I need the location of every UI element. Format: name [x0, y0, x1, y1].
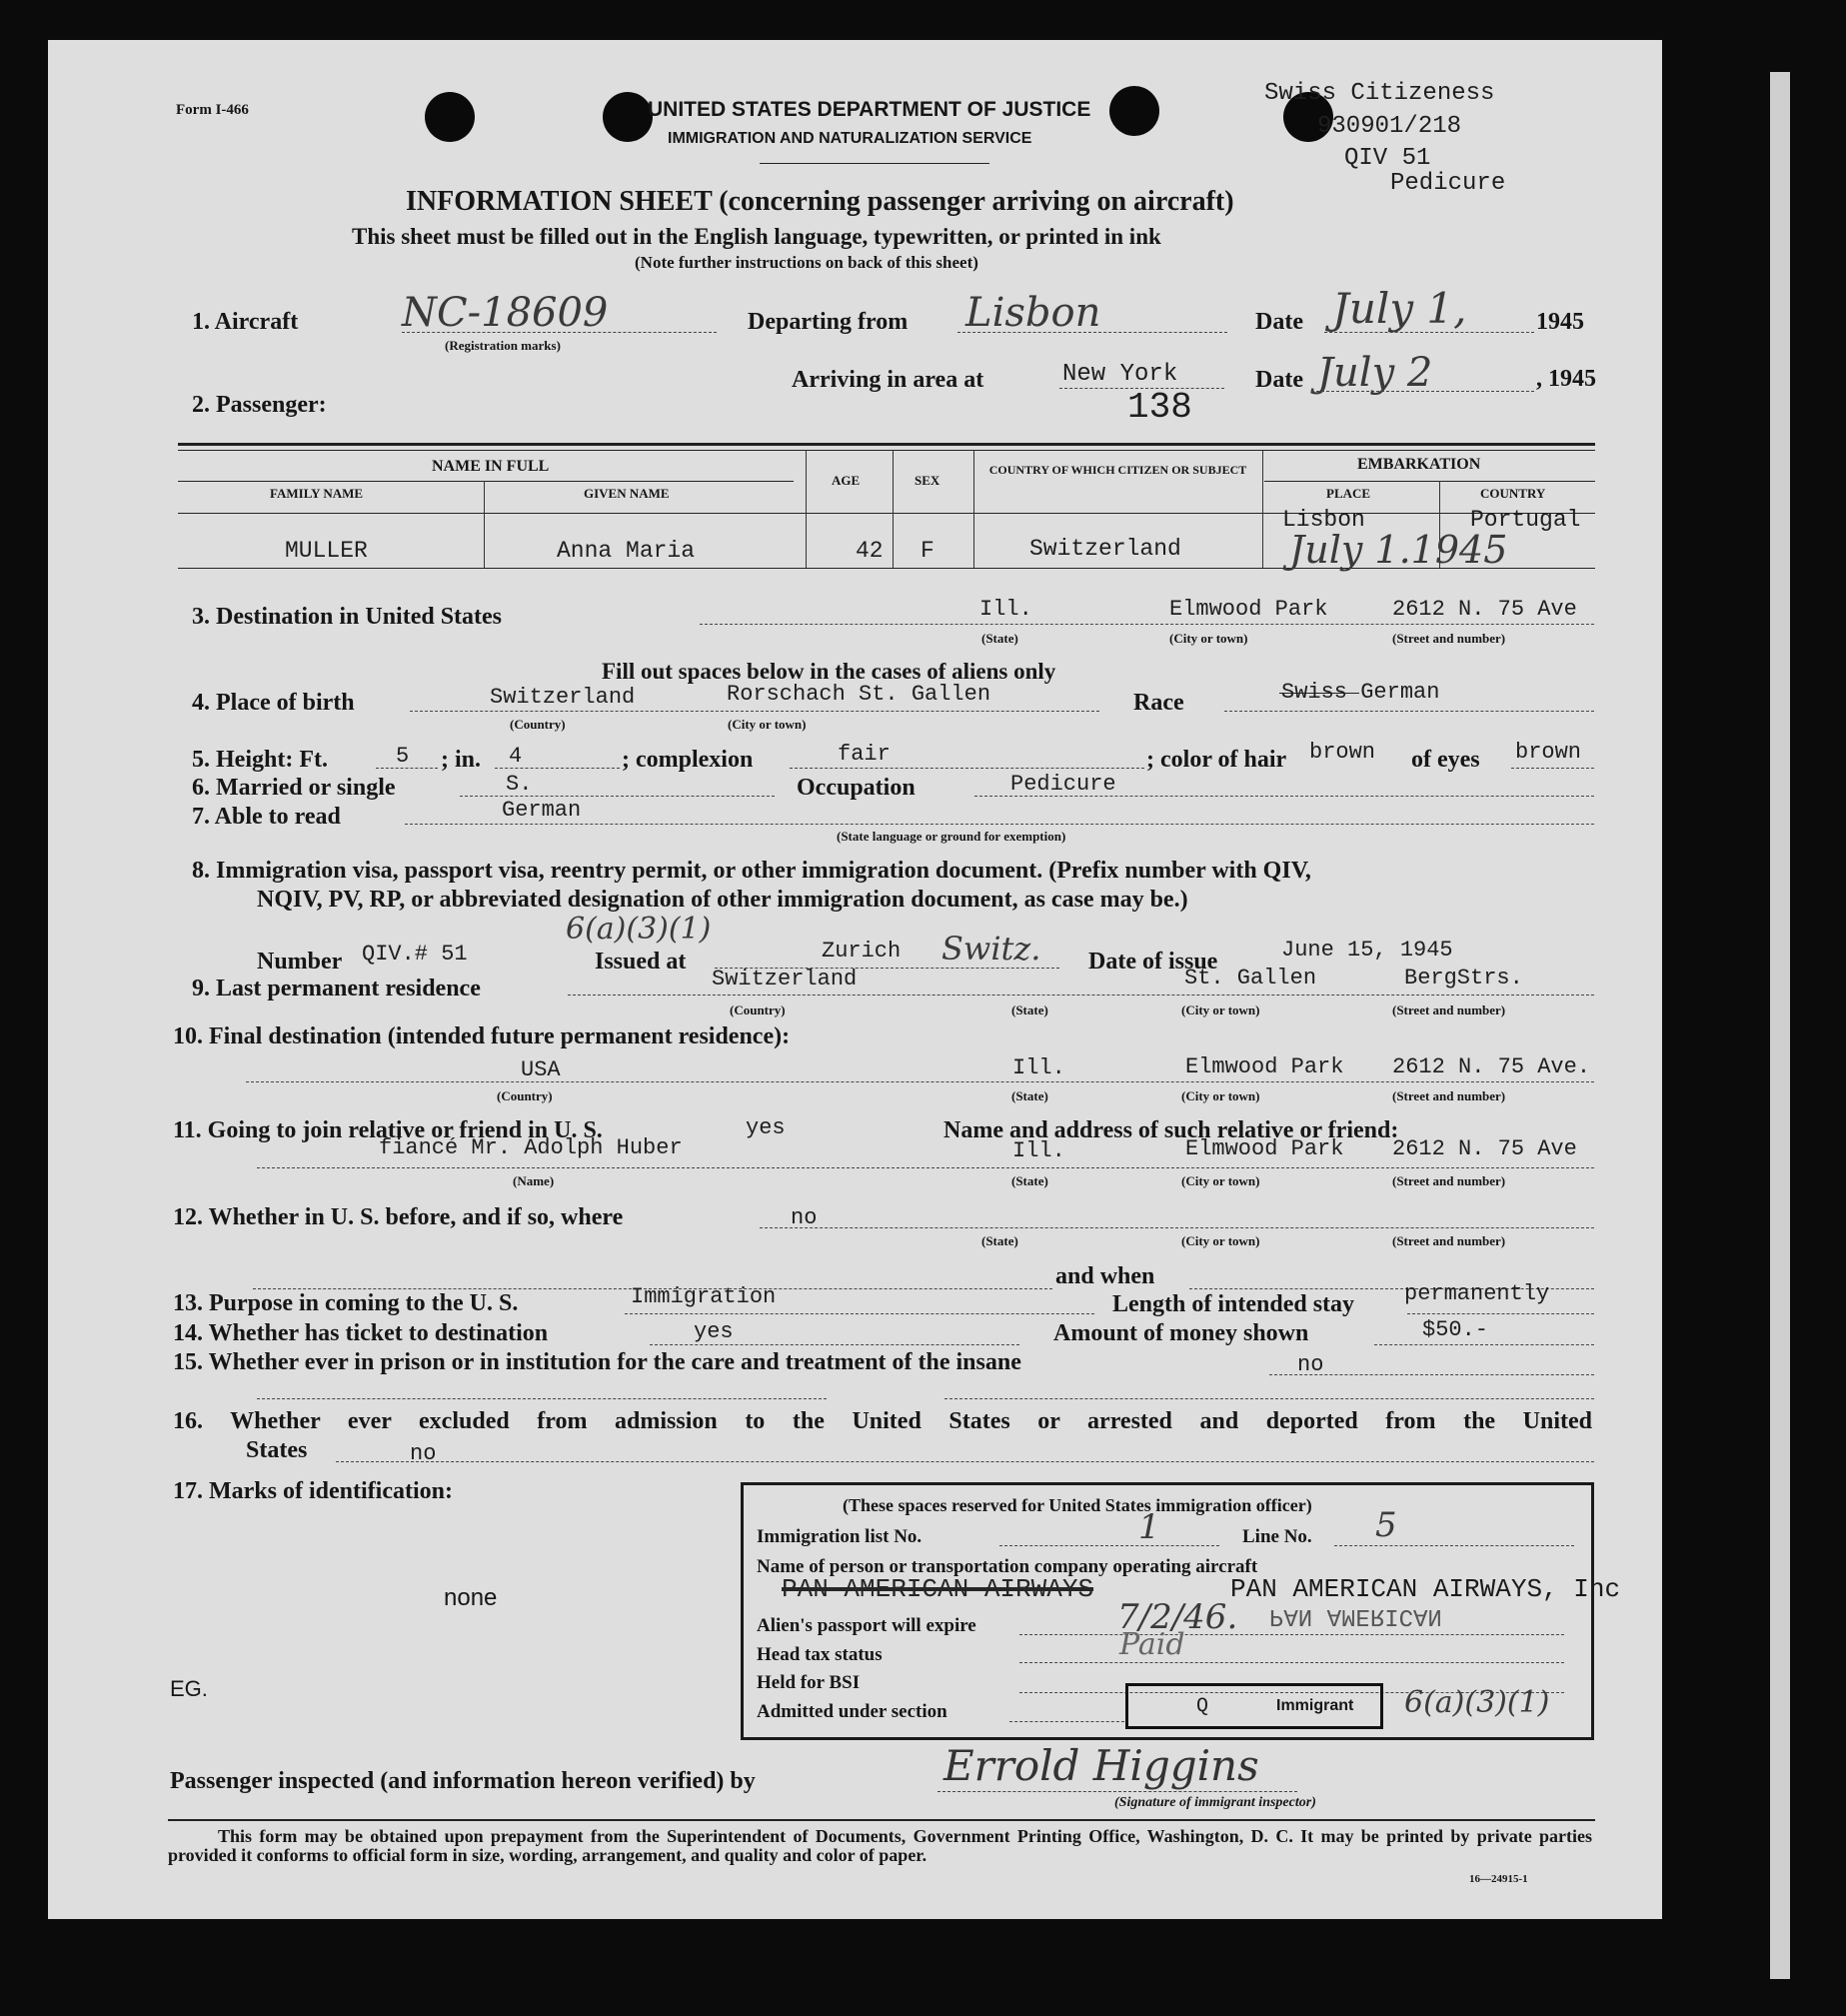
- col-age: AGE: [832, 473, 861, 488]
- form-number: Form I-466: [176, 102, 249, 118]
- destination-state: Ill.: [979, 597, 1032, 622]
- height-in: 4: [509, 744, 523, 769]
- destination-street: 2612 N. 75 Ave: [1392, 597, 1577, 622]
- caption-street: (Street and number): [1392, 631, 1506, 646]
- col-family-name: FAMILY NAME: [270, 486, 364, 501]
- label-complexion: ; complexion: [622, 747, 754, 773]
- relative-street: 2612 N. 75 Ave: [1392, 1136, 1577, 1161]
- passport-expire-value: 7/2/46.: [1117, 1597, 1238, 1637]
- col-embark-country: COUNTRY: [1480, 486, 1546, 501]
- occupation-value: Pedicure: [1010, 772, 1116, 797]
- eg-initials: EG.: [170, 1676, 208, 1701]
- final-street: 2612 N. 75 Ave.: [1392, 1054, 1591, 1079]
- service-title: IMMIGRATION AND NATURALIZATION SERVICE: [668, 130, 1032, 147]
- col-given-name: GIVEN NAME: [584, 486, 670, 501]
- last-residence-country: Switzerland: [712, 967, 858, 992]
- issue-date-value: June 15, 1945: [1281, 938, 1453, 963]
- label-list-no: Immigration list No.: [757, 1526, 923, 1547]
- document-section-note: 6(a)(3)(1): [566, 912, 712, 947]
- label-excluded: 16. Whether ever excluded from admission to the United States or arrested and deported from the United: [173, 1408, 1592, 1434]
- label-ticket: 14. Whether has ticket to destination: [173, 1320, 549, 1346]
- departure-date-value: July 1,: [1332, 284, 1467, 333]
- caption-city: (City or town): [1181, 1088, 1260, 1103]
- operator-value: PAN AMERICAN AIRWAYS, Inc: [1230, 1574, 1621, 1604]
- stamp-file-number: 930901/218: [1317, 113, 1462, 140]
- label-admitted-section: Admitted under section: [757, 1701, 947, 1722]
- caption-country: (Country): [497, 1088, 553, 1103]
- caption-street: (Street and number): [1392, 1003, 1506, 1017]
- label-number: Number: [257, 949, 343, 975]
- marks-value: none: [444, 1584, 498, 1611]
- caption-name: (Name): [513, 1173, 555, 1188]
- col-sex: SEX: [915, 473, 940, 488]
- label-race: Race: [1133, 690, 1184, 716]
- label-inspected: Passenger inspected (and information hereon verified) by: [170, 1768, 756, 1794]
- final-city: Elmwood Park: [1185, 1054, 1344, 1079]
- admitted-status: Immigrant: [1276, 1697, 1354, 1714]
- caption-state: (State): [1011, 1088, 1048, 1103]
- label-document-line1: 8. Immigration visa, passport visa, reentry permit, or other immigration document. (Prefix number with QIV,: [192, 858, 1311, 884]
- header-underline: [760, 163, 989, 164]
- last-residence-street: BergStrs.: [1404, 966, 1523, 991]
- final-state: Ill.: [1012, 1055, 1065, 1080]
- embark-country-value: Portugal: [1470, 507, 1581, 533]
- sex-value: F: [921, 538, 934, 564]
- citizenship-value: Switzerland: [1029, 536, 1181, 562]
- caption-city: (City or town): [1181, 1233, 1260, 1248]
- label-arriving: Arriving in area at: [792, 367, 984, 393]
- complexion-value: fair: [838, 742, 891, 767]
- arrival-date-value: July 2: [1317, 350, 1433, 396]
- relative-city: Elmwood Park: [1185, 1136, 1344, 1161]
- label-states: States: [246, 1437, 308, 1463]
- label-document-line2: NQIV, PV, RP, or abbreviated designation of other immigration document, as case may be.): [257, 887, 1188, 913]
- col-embarkation: EMBARKATION: [1357, 456, 1481, 473]
- caption-state: (State): [1011, 1173, 1048, 1188]
- label-hair: ; color of hair: [1146, 747, 1287, 773]
- label-eyes: of eyes: [1411, 747, 1480, 773]
- money-value: $50.-: [1422, 1317, 1489, 1342]
- hair-value: brown: [1309, 740, 1376, 765]
- form-note: (Note further instructions on back of this sheet): [635, 253, 978, 272]
- admitted-section-value: 6(a)(3)(1): [1404, 1685, 1550, 1720]
- col-country: COUNTRY OF WHICH CITIZEN OR SUBJECT: [988, 463, 1247, 477]
- line-no-value: 5: [1375, 1505, 1397, 1545]
- label-height: 5. Height: Ft.: [192, 747, 328, 773]
- head-tax-value: Paid: [1119, 1627, 1185, 1662]
- label-aircraft: 1. Aircraft: [192, 309, 299, 335]
- label-held-bsi: Held for BSI: [757, 1672, 861, 1693]
- label-line-no: Line No.: [1242, 1526, 1312, 1547]
- label-final-destination: 10. Final destination (intended future permanent residence):: [173, 1023, 791, 1049]
- label-head-tax: Head tax status: [757, 1644, 883, 1665]
- final-country: USA: [521, 1057, 561, 1082]
- label-departing: Departing from: [748, 309, 909, 335]
- caption-country: (Country): [510, 717, 566, 732]
- ticket-value: yes: [694, 1319, 734, 1344]
- label-prison: 15. Whether ever in prison or in institution for the care and treatment of the insane: [173, 1349, 1021, 1375]
- arriving-value: New York: [1062, 361, 1178, 388]
- relative-state: Ill.: [1012, 1138, 1065, 1163]
- label-issued-at: Issued at: [595, 949, 687, 975]
- caption-state: (State): [981, 631, 1018, 646]
- departure-year: 1945: [1536, 309, 1584, 335]
- embark-place-value: Lisbon: [1282, 507, 1365, 533]
- label-and-when: and when: [1055, 1263, 1155, 1289]
- list-no-value: 1: [1138, 1507, 1160, 1547]
- punch-hole: [603, 92, 653, 142]
- issued-at-value: Zurich: [822, 939, 902, 964]
- col-name-in-full: NAME IN FULL: [432, 458, 550, 475]
- label-passport-expire: Alien's passport will expire: [757, 1615, 976, 1636]
- caption-street: (Street and number): [1392, 1088, 1506, 1103]
- relative-name: fiancé Mr. Adolph Huber: [379, 1135, 683, 1160]
- punch-hole: [425, 92, 475, 142]
- caption-city: (City or town): [1181, 1173, 1260, 1188]
- join-relative-value: yes: [746, 1115, 786, 1140]
- purpose-value: Immigration: [631, 1284, 777, 1309]
- admitted-class: Q: [1196, 1695, 1209, 1718]
- caption-registration: (Registration marks): [445, 338, 561, 353]
- operator-struck-stamp: PAN AMERICAN AIRWAYS: [782, 1574, 1094, 1604]
- married-value: S.: [506, 772, 533, 797]
- label-occupation: Occupation: [797, 775, 916, 801]
- race-value: Swiss German: [1281, 680, 1440, 705]
- caption-city: (City or town): [1169, 631, 1248, 646]
- scanner-edge-strip: [1770, 72, 1790, 1979]
- in-us-before-value: no: [791, 1205, 818, 1230]
- birth-country: Switzerland: [490, 685, 636, 710]
- caption-signature: (Signature of immigrant inspector): [1114, 1795, 1316, 1810]
- family-name-value: MULLER: [285, 538, 368, 564]
- officer-box-heading: (These spaces reserved for United States immigration officer): [843, 1495, 1312, 1515]
- label-purpose: 13. Purpose in coming to the U. S.: [173, 1290, 519, 1316]
- department-title: UNITED STATES DEPARTMENT OF JUSTICE: [648, 98, 1091, 121]
- label-married: 6. Married or single: [192, 775, 396, 801]
- last-residence-city: St. Gallen: [1184, 966, 1317, 991]
- punch-hole: [1109, 86, 1159, 136]
- destination-city: Elmwood Park: [1169, 597, 1328, 622]
- birth-city: Rorschach St. Gallen: [727, 682, 991, 707]
- form-instruction: This sheet must be filled out in the English language, typewritten, or printed in ink: [352, 224, 1161, 249]
- caption-state-language: (State language or ground for exemption): [837, 829, 1066, 844]
- caption-state: (State): [981, 1233, 1018, 1248]
- issued-country-note: Switz.: [941, 930, 1041, 968]
- height-ft: 5: [396, 744, 410, 769]
- aliens-only-heading: Fill out spaces below in the cases of aliens only: [602, 659, 1056, 684]
- footer-notice: This form may be obtained upon prepayment from the Superintendent of Documents, Government Printing Office, Washington, D. C. It may be printed by private parties provided it conforms to official form in size, wording, arrangement, and quality and color of paper.: [168, 1826, 1592, 1865]
- label-inches: ; in.: [441, 747, 482, 773]
- form-title: INFORMATION SHEET (concerning passenger arriving on aircraft): [406, 186, 1234, 217]
- label-read: 7. Able to read: [192, 804, 341, 830]
- eyes-value: brown: [1515, 740, 1582, 765]
- label-in-us-before: 12. Whether in U. S. before, and if so, where: [173, 1204, 624, 1230]
- departing-value: Lisbon: [965, 290, 1101, 336]
- label-arrival-date: Date: [1255, 367, 1303, 393]
- label-destination: 3. Destination in United States: [192, 604, 503, 630]
- prison-value: no: [1297, 1352, 1324, 1377]
- label-operator: Name of person or transportation company operating aircraft: [757, 1556, 1258, 1577]
- given-name-value: Anna Maria: [557, 538, 696, 564]
- caption-street: (Street and number): [1392, 1233, 1506, 1248]
- document-number: QIV.# 51: [362, 942, 468, 967]
- col-place: PLACE: [1326, 486, 1371, 501]
- caption-city: (City or town): [1181, 1003, 1260, 1017]
- label-date-of-issue: Date of issue: [1088, 949, 1218, 975]
- age-value: 42: [856, 538, 884, 564]
- length-of-stay-value: permanently: [1404, 1281, 1550, 1306]
- caption-country: (Country): [730, 1003, 786, 1017]
- embark-date-value: July 1.1945: [1289, 528, 1508, 572]
- operator-stamp-offset: PAN AMERICAN: [1269, 1602, 1442, 1629]
- label-money: Amount of money shown: [1053, 1320, 1309, 1346]
- label-place-of-birth: 4. Place of birth: [192, 690, 355, 716]
- stamp-citizenship: Swiss Citizeness: [1264, 80, 1495, 107]
- label-last-residence: 9. Last permanent residence: [192, 976, 481, 1002]
- label-length-of-stay: Length of intended stay: [1112, 1291, 1355, 1317]
- label-marks: 17. Marks of identification:: [173, 1478, 453, 1504]
- caption-state: (State): [1011, 1003, 1048, 1017]
- caption-street: (Street and number): [1392, 1173, 1506, 1188]
- label-relative-address: Name and address of such relative or friend:: [943, 1117, 1399, 1143]
- read-value: German: [502, 798, 582, 823]
- label-date: Date: [1255, 309, 1303, 335]
- caption-city: (City or town): [728, 717, 807, 732]
- footer-print-code: 16—24915-1: [1469, 1873, 1528, 1885]
- arrival-number: 138: [1127, 387, 1192, 428]
- label-passenger: 2. Passenger:: [192, 392, 327, 418]
- excluded-value: no: [410, 1441, 437, 1466]
- inspector-signature: Errold Higgins: [943, 1741, 1259, 1790]
- stamp-visa: QIV 51: [1344, 145, 1431, 172]
- arrival-year: , 1945: [1536, 366, 1596, 392]
- aircraft-value: NC-18609: [402, 290, 609, 336]
- stamp-occupation: Pedicure: [1390, 170, 1506, 197]
- label-join-relative: 11. Going to join relative or friend in U. S.: [173, 1117, 603, 1143]
